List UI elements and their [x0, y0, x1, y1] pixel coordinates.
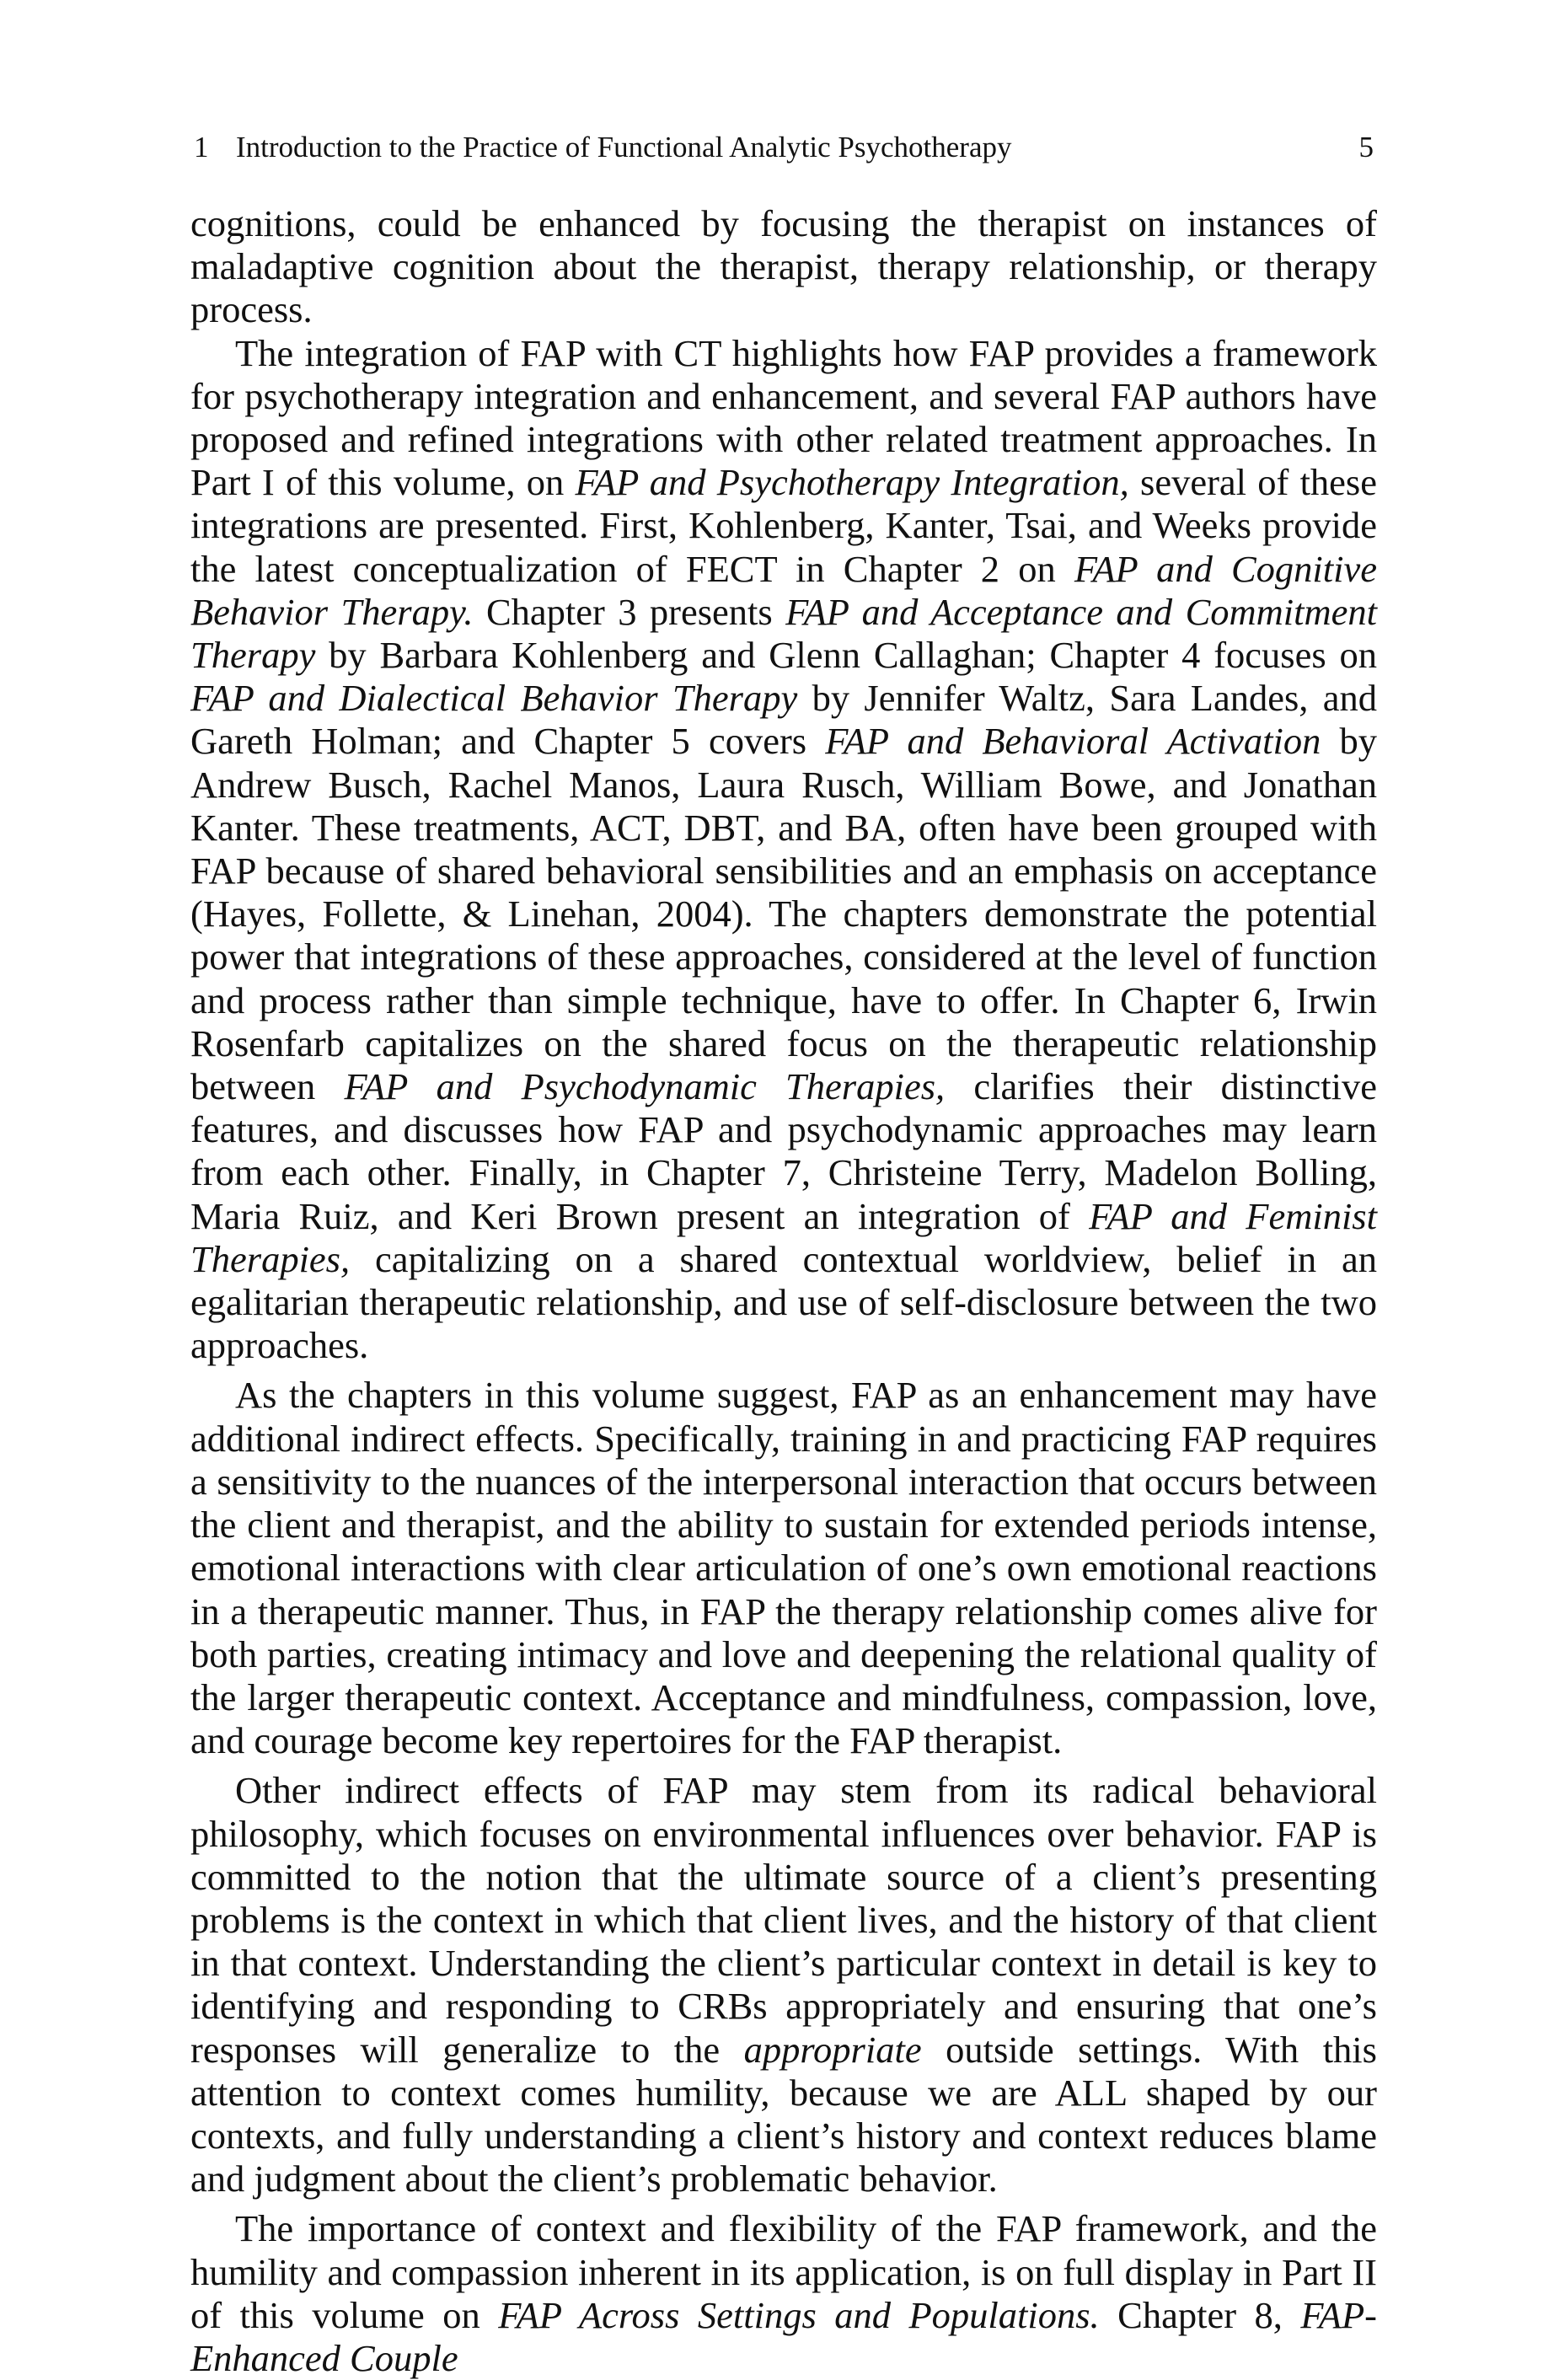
- italic-title-run: FAP and Behavioral Activation: [825, 720, 1321, 763]
- paragraph-2: [190, 332, 1377, 1368]
- paragraph-5: [190, 2207, 1377, 2380]
- text-run: Chapter 3 presents: [473, 590, 786, 633]
- text-run: As the chapters in this volume suggest, FAP as an enhancement may have additional indirect effects. Specifically, training in and practicing FAP requires a sensitivity to the nuances of the interpersonal interaction that occurs between the client and therapist, and the ability to sustain for extended periods intense, emotional interactions with clear articulation of one’s own emotional reactions in a therapeutic manner. Thus, in FAP the therapy relationship comes alive for both parties, creating intimacy and love and deepening the relational quality of the larger therapeutic context. Acceptance and mindfulness, compassion, love, and courage become key repertoires for the FAP therapist.: [190, 1374, 1377, 1762]
- text-run: capitalizing on a shared contextual worldview, belief in an egalitarian therapeutic relationship, and use of self-disclosure between the two approaches.: [190, 1237, 1377, 1367]
- text-run: Chapter 8,: [1099, 2293, 1301, 2336]
- text-run: by Barbara Kohlenberg and Glenn Callaghan; Chapter 4 focuses on: [315, 634, 1377, 677]
- italic-run: appropriate: [743, 2028, 922, 2071]
- chapter-title: Introduction to the Practice of Functional Analytic Psychotherapy: [236, 131, 1012, 163]
- text-run: several of these integrations are presented. First, Kohlenberg, Kanter, Tsai, and Weeks provide the latest conceptualization of FECT in Chapter 2 on: [190, 461, 1377, 590]
- paragraph-3: [190, 1374, 1377, 1762]
- running-head: [194, 126, 1374, 169]
- italic-title-run: FAP-Enhanced Couple: [190, 2293, 1377, 2379]
- italic-title-run: FAP and Dialectical Behavior Therapy: [190, 677, 798, 720]
- italic-title-run: FAP and Acceptance and Commitment Therapy: [190, 590, 1378, 677]
- page-number: 5: [1358, 131, 1374, 163]
- text-run: by Andrew Busch, Rachel Manos, Laura Rusch, William Bowe, and Jonathan Kanter. These treatments, ACT, DBT, and BA, often have been grouped with FAP because of shared behavioral sensibilities and an emphasis on acceptance (Hayes, Follette, & Linehan, 2004). The chapters demonstrate the potential power that integrations of these approaches, considered at the level of function and process rather than simple technique, have to offer. In Chapter 6, Irwin Rosenfarb capitalizes on the shared focus on the therapeutic relationship between: [190, 720, 1378, 1108]
- italic-title-run: FAP Across Settings and Populations.: [498, 2293, 1100, 2336]
- text-run: clarifies their distinctive features, and discusses how FAP and psychodynamic approaches may learn from each other. Finally, in Chapter 7, Christeine Terry, Madelon Bolling, Maria Ruiz, and Keri Brown present an integration of: [190, 1065, 1378, 1237]
- italic-title-run: FAP and Cognitive Behavior Therapy.: [190, 547, 1378, 633]
- text-run: Other indirect effects of FAP may stem from its radical behavioral philosophy, which focuses on environmental influences over behavior. FAP is committed to the notion that the ultimate source of a client’s presenting problems is the context in which that client lives, and the history of that client in that context. Understanding the client’s particular context in detail is key to identifying and responding to CRBs appropriately and ensuring that one’s responses will generalize to the: [190, 1769, 1377, 2071]
- text-run: by Jennifer Waltz, Sara Landes, and Gareth Holman; and Chapter 5 covers: [190, 677, 1377, 763]
- body-text: [190, 202, 1377, 2380]
- text-run: outside settings. With this attention to context comes humility, because we are ALL shaped by our contexts, and fully understanding a client’s history and context reduces blame and judgment about the client’s problematic behavior.: [190, 2028, 1377, 2200]
- paragraph-4: [190, 1769, 1377, 2200]
- text-run: The importance of context and flexibility of the FAP framework, and the humility and compassion inherent in its application, is on full display in Part II of this volume on: [190, 2207, 1377, 2336]
- text-run: cognitions, could be enhanced by focusing the therapist on instances of maladaptive cognition about the therapist, therapy relationship, or therapy process.: [190, 202, 1377, 331]
- italic-title-run: FAP and Psychotherapy Integration,: [575, 461, 1129, 504]
- text-run: The integration of FAP with CT highlights how FAP provides a framework for psychotherapy integration and enhancement, and several FAP authors have proposed and refined integrations with other related treatment approaches. In Part I of this volume, on: [190, 331, 1377, 504]
- italic-title-run: FAP and Feminist Therapies,: [190, 1194, 1377, 1280]
- italic-title-run: FAP and Psychodynamic Therapies,: [344, 1065, 946, 1108]
- chapter-number: 1: [194, 131, 209, 163]
- paragraph-1: [190, 202, 1377, 332]
